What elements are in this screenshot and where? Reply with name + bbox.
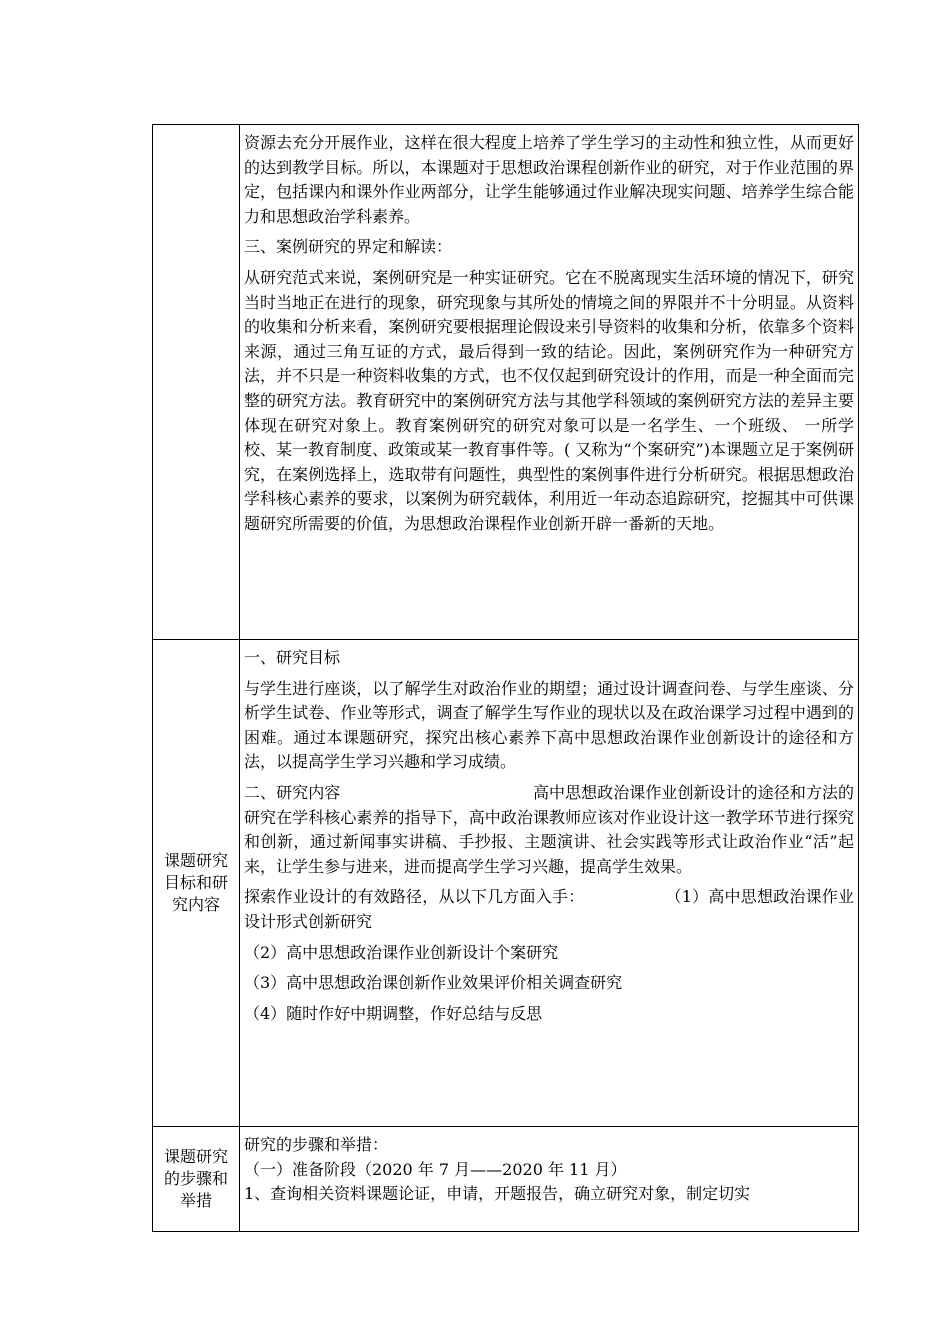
paragraph: 从研究范式来说，案例研究是一种实证研究。它在不脱离现实生活环境的情况下，研究当时当地正在进行的现象，研究现象与其所处的情境之间的界限并不十分明显。从资料的收集和分析来看，案例研究要根据理论假设来引导资料的收集和分析，依靠多个资料来源，通过三角互证的方式，最后得到一致的结论。因此，案例研究作为一种研究方法，并不只是一种资料收集的方式，也不仅仅起到研究设计的作用，而是一种全面而完整的研究方法。教育研究中的案例研究方法与其他学科领域的案例研究方法的差异主要体现在研究对象上。教育案例研究的研究对象可以是一名学生、一个班级、 一所学校、某一教育制度、政策或某一教育事件等。( 又称为“个案研究”)本课题立足于案例研究，在案例选择上，选取带有问题性，典型性的案例事件进行分析研究。根据思想政治学科核心素养的要求，以案例为研究载体，利用近一年动态追踪研究，挖掘其中可供课题研究所需要的价值，为思想政治课程作业创新开辟一番新的天地。 <box>244 267 854 533</box>
row-label: 课题研究目标和研究内容 <box>153 640 240 1127</box>
list-item: （3）高中思想政治课创新作业效果评价相关调查研究 <box>244 973 623 993</box>
section-heading: 研究的步骤和举措： <box>244 1135 389 1154</box>
table-row <box>153 125 859 640</box>
table-row <box>153 1127 859 1232</box>
section-heading: 一、研究目标 <box>244 648 341 667</box>
row-content <box>240 125 859 640</box>
table-row <box>153 640 859 1127</box>
row-content <box>240 1127 859 1232</box>
paragraph: （一）准备阶段（2020 年 7 月——2020 年 11 月） <box>244 1159 627 1179</box>
list-item: （2）高中思想政治课作业创新设计个案研究 <box>244 942 559 962</box>
paragraph: 与学生进行座谈，以了解学生对政治作业的期望；通过设计调查问卷、与学生座谈、分析学生试卷、作业等形式，调查了解学生写作业的现状以及在政治课学习过程中遇到的困难。通过本课题研究，探究出核心素养下高中思想政治课作业创新设计的途径和方法，以提高学生学习兴趣和学习成绩。 <box>244 678 854 772</box>
paragraph: 资源去充分开展作业，这样在很大程度上培养了学生学习的主动性和独立性，从而更好的达到教学目标。所以，本课题对于思想政治课程创新作业的研究，对于作业范围的界定，包括课内和课外作业两部分，让学生能够通过作业解决现实问题、培养学生综合能力和思想政治学科素养。 <box>244 133 854 226</box>
paragraph: 探索作业设计的有效路径，从以下几方面入手： （1）高中思想政治课作业设计形式创新研究 <box>244 887 854 931</box>
row-label: 课题研究的步骤和举措 <box>153 1127 240 1232</box>
list-item: （4）随时作好中期调整，作好总结与反思 <box>244 1003 543 1023</box>
row-label <box>153 125 240 640</box>
application-form-table <box>152 124 859 1232</box>
row-content <box>240 640 859 1127</box>
paragraph: 二、研究内容 高中思想政治课作业创新设计的途径和方法的研究在学科核心素养的指导下，高中政治课教师应该对作业设计这一教学环节进行探究和创新，通过新闻事实讲稿、手抄报、主题演讲、社会实践等形式让政治作业“活”起来，让学生参与进来，进而提高学生学习兴趣，提高学生效果。 <box>244 782 854 876</box>
paragraph: 1、查询相关资料课题论证，申请，开题报告，确立研究对象，制定切实 <box>244 1184 751 1204</box>
section-heading: 三、案例研究的界定和解读： <box>244 237 453 257</box>
